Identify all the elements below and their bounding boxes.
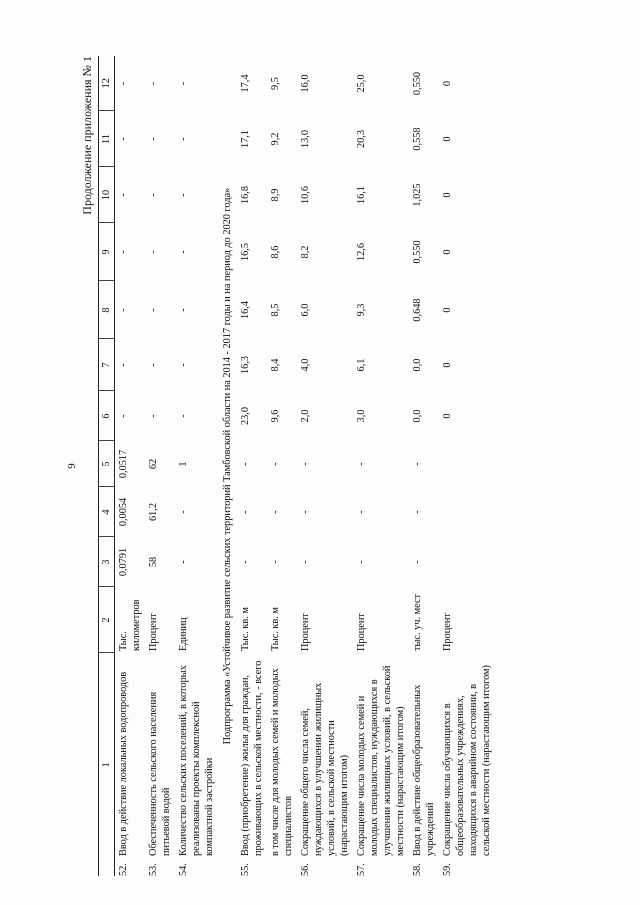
value-cell: 0 [442, 192, 453, 198]
value-cell: - [356, 462, 367, 466]
value-cell: 9,2 [270, 132, 281, 146]
value-cell [439, 537, 495, 587]
value-cell: 0 [442, 80, 453, 87]
header-cell: 9 [99, 223, 115, 281]
page-number: 9 [66, 463, 78, 469]
value-cell: 0 [442, 307, 453, 313]
indicator-name: в том числе для молодых семей и молодых специалистов [270, 668, 294, 856]
header-cell: 8 [99, 281, 115, 339]
value-cell: - [356, 510, 367, 514]
table-body-top [115, 56, 219, 876]
value-cell: 0,0791 [118, 547, 129, 577]
value-cell: 17,1 [240, 129, 251, 149]
value-cell: - [118, 250, 129, 254]
value-cell: 6,1 [356, 358, 367, 372]
row-number [267, 858, 297, 876]
value-cell: 16,4 [240, 300, 251, 320]
value-cell: - [148, 137, 159, 141]
value-cell: 16,5 [240, 242, 251, 262]
value-cell: 6,0 [300, 303, 311, 317]
value-cell: - [300, 560, 311, 564]
header-cell: 1 [99, 653, 115, 876]
appendix-label: Продолжение приложения № 1 [80, 56, 94, 215]
subprogram-section [218, 56, 237, 876]
value-cell: 0,550 [412, 71, 423, 96]
header-cell: 12 [99, 56, 115, 111]
value-cell: - [240, 560, 251, 564]
value-cell: 0,648 [412, 298, 423, 322]
row-number: 53. [148, 863, 159, 876]
unit-cell: Тыс. кв. м [270, 607, 281, 651]
value-cell: 16,8 [240, 185, 251, 205]
unit-cell: Тыс. кв. м [240, 607, 251, 651]
value-cell: - [118, 137, 129, 141]
value-cell: 0,0517 [118, 449, 129, 479]
value-cell: - [178, 414, 189, 418]
header-cell: 2 [99, 587, 115, 653]
table-row [439, 56, 495, 876]
value-cell: - [178, 308, 189, 312]
value-cell: 8,4 [270, 358, 281, 372]
value-cell: 1,025 [412, 183, 423, 207]
value-cell: - [178, 510, 189, 514]
value-cell: - [118, 414, 129, 418]
row-number: 54. [178, 863, 189, 876]
value-cell: 13,0 [300, 129, 311, 149]
table-row [145, 56, 175, 876]
value-cell: 17,4 [240, 74, 251, 93]
value-cell: - [240, 510, 251, 514]
table-row [115, 56, 146, 876]
value-cell: - [270, 462, 281, 466]
value-cell: 0,0054 [118, 497, 129, 527]
value-cell: 25,0 [356, 74, 367, 93]
unit-cell: Процент [356, 613, 367, 651]
value-cell: - [148, 81, 159, 86]
row-number: 58. [412, 863, 423, 876]
header-cell: 3 [99, 537, 115, 587]
header-cell: 6 [99, 391, 115, 441]
value-cell: 16,0 [300, 74, 311, 93]
table-row [267, 56, 297, 876]
value-cell: 12,6 [356, 242, 367, 262]
value-cell: - [270, 510, 281, 514]
value-cell: 0 [442, 362, 453, 368]
value-cell: 0,0 [412, 409, 423, 423]
value-cell: - [300, 510, 311, 514]
value-cell: - [178, 137, 189, 141]
value-cell: 58 [148, 556, 159, 568]
indicator-name: Сокращение числа молодых семей и молодых специалистов, нуждающихся в улучшении жилищных условий, в сельской местности (нарастающим итогом) [356, 665, 406, 856]
value-cell: - [118, 308, 129, 312]
value-cell: - [412, 462, 423, 466]
row-number: 56. [300, 863, 311, 876]
indicator-name: Ввод в действие локальных водопроводов [118, 671, 129, 856]
unit-cell: Тыс. километров [118, 599, 142, 651]
value-cell: 16,3 [240, 355, 251, 375]
indicator-name: Количество сельских поселений, в которых реализованы проекты комплексной компактной застройки [178, 665, 215, 856]
value-cell: 23,0 [240, 406, 251, 426]
indicator-name: Обеспеченность сельского населения питьевой водой [148, 691, 172, 856]
header-cell: 5 [99, 441, 115, 487]
unit-cell: Процент [442, 613, 453, 651]
value-cell: - [148, 308, 159, 312]
value-cell: - [148, 193, 159, 197]
indicator-name: Ввод (приобретение) жилья для граждан, проживающих в сельской местности, - всего [240, 660, 264, 856]
value-cell: 9,5 [270, 77, 281, 90]
indicator-name: Сокращение числа обучающихся в общеобразовательных учреждениях, находящихся в аварийном состоянии, в сельской местности (нарастающим итогом) [442, 665, 492, 856]
value-cell: 61,2 [148, 502, 159, 522]
subprogram-row [218, 56, 237, 876]
value-cell: - [178, 560, 189, 564]
value-cell: 0 [442, 136, 453, 142]
value-cell: 1 [178, 461, 189, 467]
value-cell: - [148, 414, 159, 418]
header-row [99, 56, 115, 876]
table-row [297, 56, 353, 876]
value-cell: - [412, 510, 423, 514]
value-cell: - [118, 81, 129, 86]
value-cell: - [118, 363, 129, 367]
table-row [175, 56, 218, 876]
value-cell: 0,550 [412, 240, 423, 264]
value-cell: 20,3 [356, 129, 367, 149]
value-cell: - [118, 193, 129, 197]
indicators-table [98, 56, 495, 876]
value-cell: 0,558 [412, 127, 423, 151]
value-cell: - [178, 81, 189, 86]
value-cell [439, 487, 495, 537]
header-cell: 7 [99, 339, 115, 391]
value-cell: - [148, 363, 159, 367]
unit-cell: Процент [148, 613, 159, 651]
indicator-name: Ввод в действие общеобразовательных учреждений [412, 684, 436, 856]
table-row [353, 56, 409, 876]
value-cell: 10,6 [300, 185, 311, 205]
value-cell: 8,2 [300, 245, 311, 259]
value-cell: 9,3 [356, 303, 367, 317]
indicator-name: Сокращение общего числа семей, нуждающихся в улучшении жилищных условий, в сельской местности (нарастающим итогом) [300, 682, 350, 856]
value-cell: 9,6 [270, 409, 281, 423]
value-cell: - [300, 462, 311, 466]
table-row [409, 56, 439, 876]
value-cell: 8,6 [270, 245, 281, 259]
subprogram-title: Подпрограмма «Устойчивое развитие сельских территорий Тамбовской области на 2014 - 2017 годы и на период до 2020 года» [222, 187, 233, 745]
value-cell: 0,0 [412, 358, 423, 372]
value-cell: - [270, 560, 281, 564]
value-cell: 62 [148, 458, 159, 470]
value-cell: 8,9 [270, 188, 281, 202]
value-cell: 16,1 [356, 185, 367, 205]
value-cell: 0 [442, 413, 453, 419]
unit-cell: Единиц [178, 617, 189, 651]
value-cell: 3,0 [356, 409, 367, 423]
value-cell [439, 441, 495, 487]
row-number: 57. [356, 863, 367, 876]
table-body-bottom [237, 56, 495, 876]
header-cell: 10 [99, 167, 115, 223]
unit-cell: тыс. уч. мест [412, 593, 423, 651]
value-cell: - [356, 560, 367, 564]
header-cell: 11 [99, 111, 115, 167]
value-cell: 8,5 [270, 303, 281, 317]
value-cell: 4,0 [300, 358, 311, 372]
value-cell: - [178, 250, 189, 254]
value-cell: - [178, 363, 189, 367]
row-number: 59. [442, 863, 453, 876]
table-row [237, 56, 267, 876]
row-number: 52. [118, 863, 129, 876]
value-cell: - [148, 250, 159, 254]
header-cell: 4 [99, 487, 115, 537]
value-cell: 0 [442, 249, 453, 255]
value-cell: - [240, 462, 251, 466]
value-cell: - [178, 193, 189, 197]
unit-cell: Процент [300, 613, 311, 651]
rotated-content [66, 56, 584, 876]
value-cell: - [412, 560, 423, 564]
row-number: 55. [240, 863, 251, 876]
value-cell: 2,0 [300, 409, 311, 423]
